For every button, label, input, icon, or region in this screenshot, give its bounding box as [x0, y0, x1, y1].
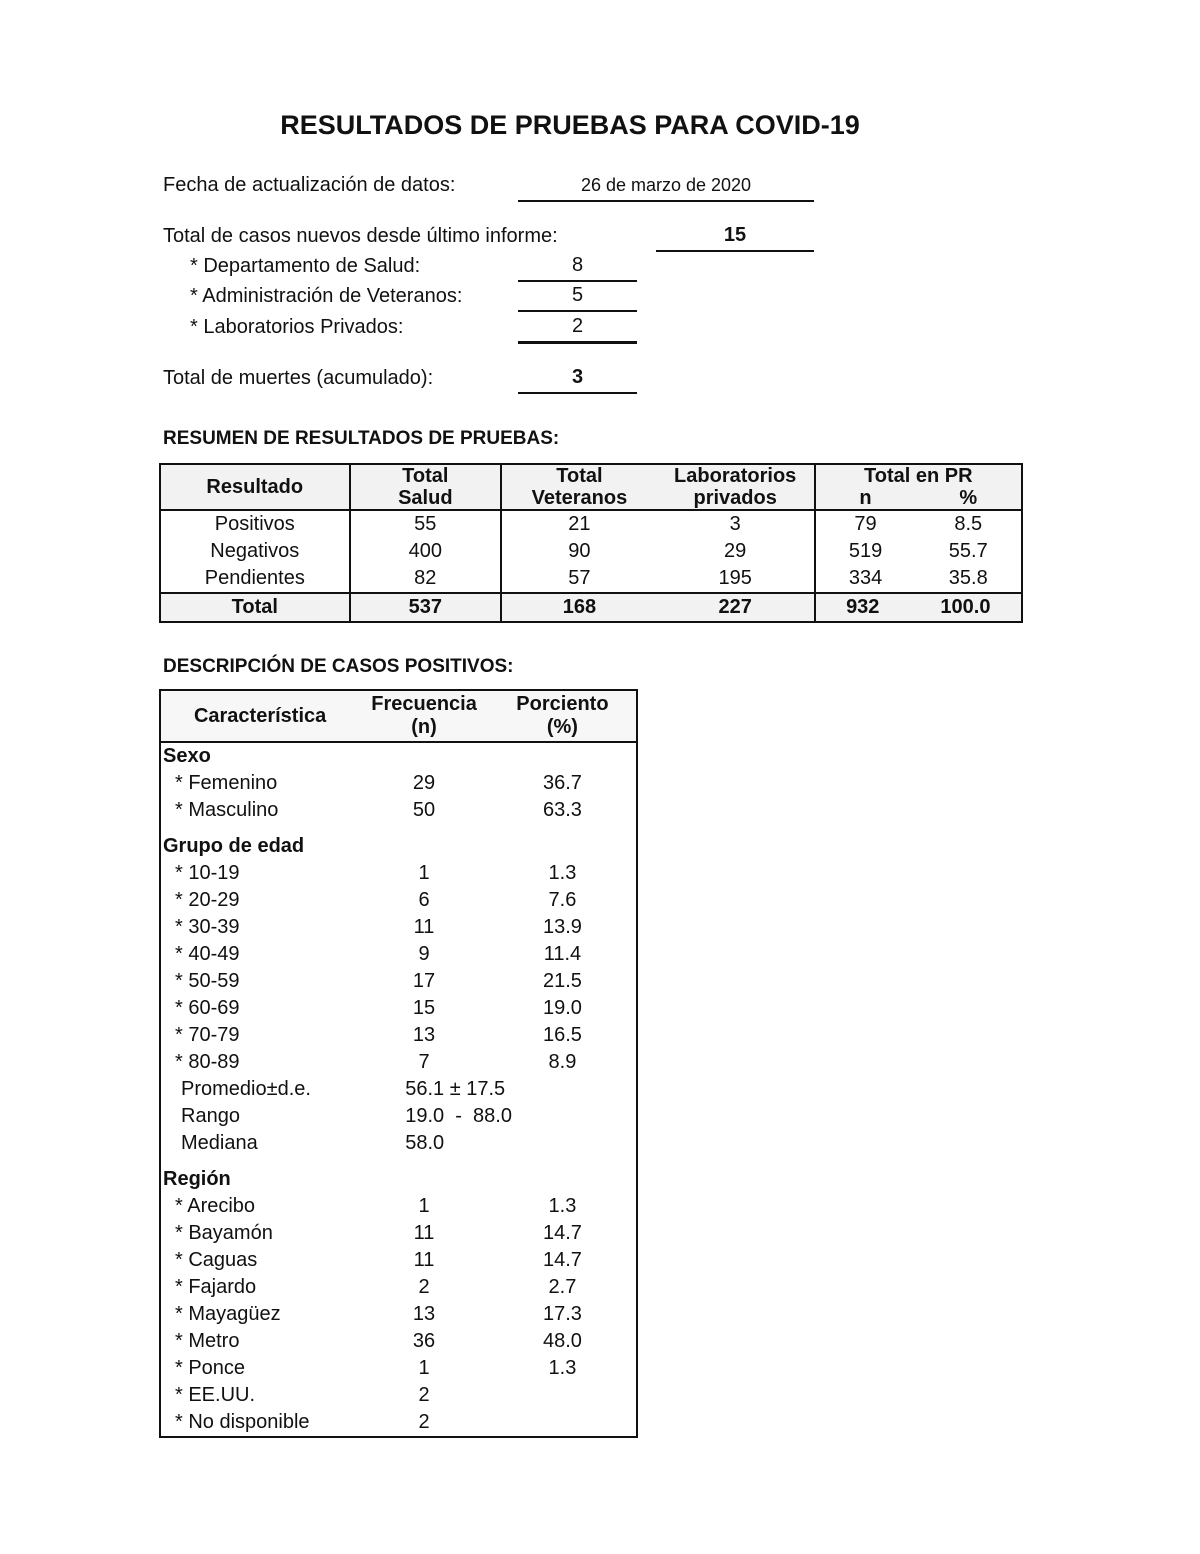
salud-label: * Departamento de Salud:	[190, 255, 421, 277]
row-percent: 48.0	[542, 1330, 582, 1352]
row-label: * 50-59	[175, 970, 240, 992]
row-percent: 14.7	[542, 1222, 582, 1244]
row-frequency: 6	[418, 889, 430, 911]
header-total-pr	[815, 464, 1022, 510]
table-row	[160, 565, 1022, 593]
row-frequency: 36	[412, 1330, 436, 1352]
cell-pr-n: 334	[848, 567, 883, 589]
table-row	[160, 1301, 637, 1328]
row-frequency: 13	[412, 1303, 436, 1325]
row-percent: 14.7	[542, 1249, 582, 1271]
positives-table	[159, 689, 638, 1438]
stat-label: Promedio±d.e.	[181, 1078, 311, 1100]
row-frequency: 2	[418, 1276, 430, 1298]
new-cases-value: 15	[656, 222, 814, 252]
cell-pr-pct: 100.0	[940, 596, 991, 618]
row-percent: 1.3	[548, 1195, 577, 1217]
table-row	[160, 995, 637, 1022]
header-privados	[657, 464, 815, 510]
stat-label: Mediana	[181, 1132, 258, 1154]
stat-row	[160, 1076, 637, 1103]
deaths-label: Total de muertes (acumulado):	[163, 367, 434, 389]
category-label: Grupo de edad	[163, 835, 305, 857]
spacer-row	[160, 1157, 637, 1166]
positives-header-row	[160, 690, 637, 742]
row-label: * EE.UU.	[175, 1384, 256, 1406]
category-row	[160, 1166, 637, 1193]
table-row	[160, 510, 1022, 538]
table-row	[160, 1409, 637, 1437]
row-label: * Masculino	[175, 799, 279, 821]
cell-pr-n: 932	[846, 596, 880, 618]
table-row	[160, 1382, 637, 1409]
summary-heading: RESUMEN DE RESULTADOS DE PRUEBAS:	[163, 428, 560, 449]
row-frequency: 50	[412, 799, 436, 821]
table-row	[160, 797, 637, 824]
cell-salud: 400	[350, 538, 502, 565]
cell-pr-pct: 55.7	[948, 540, 988, 562]
row-label: * Arecibo	[175, 1195, 256, 1217]
cell-veteranos: 57	[568, 567, 591, 589]
cell-salud: 82	[350, 565, 502, 593]
spacer-cell	[160, 824, 637, 833]
row-label: * Caguas	[175, 1249, 258, 1271]
row-percent: 16.5	[542, 1024, 582, 1046]
row-frequency: 9	[418, 943, 430, 965]
row-label: * No disponible	[175, 1411, 310, 1433]
row-percent: 36.7	[542, 772, 582, 794]
summary-header-row	[160, 464, 1022, 510]
row-label: * Metro	[175, 1330, 240, 1352]
header-salud	[350, 464, 502, 510]
row-frequency: 1	[418, 862, 430, 884]
table-row	[160, 860, 637, 887]
table-row	[160, 1328, 637, 1355]
table-row	[160, 914, 637, 941]
row-label: * 80-89	[175, 1051, 240, 1073]
new-cases-label: Total de casos nuevos desde último informe:	[163, 225, 558, 247]
table-row	[160, 887, 637, 914]
update-date-value: 26 de marzo de 2020	[518, 172, 814, 202]
row-percent: 2.7	[548, 1276, 577, 1298]
table-row	[160, 770, 637, 797]
row-frequency: 2	[418, 1411, 430, 1433]
table-row	[160, 1355, 637, 1382]
row-frequency: 13	[412, 1024, 436, 1046]
header-veteranos-line2: Veteranos	[531, 487, 628, 509]
row-frequency: 7	[418, 1051, 430, 1073]
row-frequency: 15	[412, 997, 436, 1019]
row-frequency: 1	[418, 1195, 430, 1217]
cell-pr	[815, 538, 1022, 565]
category-label: Región	[163, 1168, 231, 1190]
category-row	[160, 742, 637, 770]
cell-privados: 227	[657, 593, 815, 622]
row-percent: 11.4	[543, 943, 582, 965]
cell-resultado: Pendientes	[160, 565, 350, 593]
cell-pr-n: 519	[848, 540, 883, 562]
stat-value: 58.0	[405, 1132, 445, 1154]
summary-table	[159, 463, 1023, 623]
row-frequency: 17	[412, 970, 436, 992]
header-frecuencia-line2: (n)	[411, 716, 437, 738]
header-porciento-line1: Porciento	[516, 693, 609, 715]
update-date-label: Fecha de actualización de datos:	[163, 174, 456, 196]
cell-veteranos: 21	[568, 513, 591, 535]
row-label: * Ponce	[175, 1357, 246, 1379]
veteranos-label: * Administración de Veteranos:	[190, 285, 463, 307]
row-label: * 20-29	[175, 889, 240, 911]
row-percent: 1.3	[548, 1357, 577, 1379]
table-row	[160, 1193, 637, 1220]
header-privados-line2: privados	[693, 487, 777, 509]
row-frequency: 11	[413, 916, 435, 938]
stat-value: 56.1 ± 17.5	[405, 1078, 506, 1100]
cell-veteranos: 168	[501, 593, 657, 622]
row-label: * Femenino	[175, 772, 278, 794]
row-percent: 21.5	[542, 970, 582, 992]
row-label: * Fajardo	[175, 1276, 257, 1298]
veteranos-value: 5	[518, 282, 637, 312]
row-label: * 60-69	[175, 997, 240, 1019]
cell-pr	[815, 565, 1022, 593]
row-percent	[489, 1382, 637, 1409]
row-percent: 7.6	[548, 889, 577, 911]
stat-row	[160, 1130, 637, 1157]
category-row	[160, 833, 637, 860]
positives-heading: DESCRIPCIÓN DE CASOS POSITIVOS:	[163, 656, 514, 677]
row-frequency: 11	[413, 1249, 435, 1271]
cell-salud: 537	[350, 593, 502, 622]
row-frequency: 1	[418, 1357, 430, 1379]
cell-veteranos: 90	[568, 540, 591, 562]
cell-resultado: Total	[160, 593, 350, 622]
cell-salud: 55	[350, 510, 502, 538]
row-percent: 63.3	[542, 799, 582, 821]
total-row	[160, 593, 1022, 622]
table-row	[160, 1220, 637, 1247]
cell-pr-pct: 8.5	[954, 513, 983, 535]
header-resultado: Resultado	[160, 464, 350, 510]
header-pr-pct: %	[959, 487, 978, 509]
row-percent: 19.0	[542, 997, 582, 1019]
header-veteranos	[501, 464, 657, 510]
cell-resultado: Positivos	[160, 510, 350, 538]
header-frecuencia	[359, 690, 489, 742]
page-title: RESULTADOS DE PRUEBAS PARA COVID-19	[280, 110, 860, 140]
stat-row	[160, 1103, 637, 1130]
cell-pr-n: 79	[854, 513, 877, 535]
header-salud-line2: Salud	[398, 487, 453, 509]
privados-value: 2	[518, 313, 637, 344]
table-row	[160, 1049, 637, 1076]
cell-pr	[815, 510, 1022, 538]
stat-value: 19.0 - 88.0	[405, 1105, 512, 1127]
row-frequency: 2	[418, 1384, 430, 1406]
header-privados-line1: Laboratorios	[674, 465, 797, 487]
cell-privados: 3	[657, 510, 815, 538]
stat-label: Rango	[181, 1105, 240, 1127]
header-total-pr-line1: Total en PR	[864, 465, 973, 487]
table-row	[160, 538, 1022, 565]
row-percent: 8.9	[548, 1051, 577, 1073]
row-frequency: 11	[413, 1222, 435, 1244]
row-percent: 13.9	[542, 916, 582, 938]
table-row	[160, 1022, 637, 1049]
header-porciento-line2: (%)	[546, 716, 578, 738]
table-row	[160, 941, 637, 968]
header-salud-line1: Total	[402, 465, 449, 487]
row-percent: 17.3	[542, 1303, 582, 1325]
privados-label: * Laboratorios Privados:	[190, 316, 404, 338]
category-label: Sexo	[163, 745, 211, 767]
deaths-value: 3	[518, 364, 637, 394]
cell-pr	[815, 593, 1022, 622]
row-percent: 1.3	[548, 862, 577, 884]
header-porciento	[489, 690, 637, 742]
header-veteranos-line1: Total	[556, 465, 603, 487]
cell-pr-pct: 35.8	[948, 567, 988, 589]
cell-resultado: Negativos	[160, 538, 350, 565]
row-label: * 40-49	[175, 943, 240, 965]
cell-privados: 195	[657, 565, 815, 593]
row-frequency: 29	[412, 772, 436, 794]
row-label: * Mayagüez	[175, 1303, 281, 1325]
spacer-cell	[160, 1157, 637, 1166]
header-caracteristica: Característica	[160, 690, 359, 742]
table-row	[160, 1274, 637, 1301]
table-row	[160, 968, 637, 995]
header-pr-n: n	[859, 487, 872, 509]
header-frecuencia-line1: Frecuencia	[371, 693, 477, 715]
row-label: * Bayamón	[175, 1222, 273, 1244]
row-label: * 30-39	[175, 916, 240, 938]
row-label: * 70-79	[175, 1024, 240, 1046]
row-percent	[489, 1409, 637, 1437]
salud-value: 8	[518, 252, 637, 282]
table-row	[160, 1247, 637, 1274]
cell-privados: 29	[657, 538, 815, 565]
spacer-row	[160, 824, 637, 833]
row-label: * 10-19	[175, 862, 240, 884]
